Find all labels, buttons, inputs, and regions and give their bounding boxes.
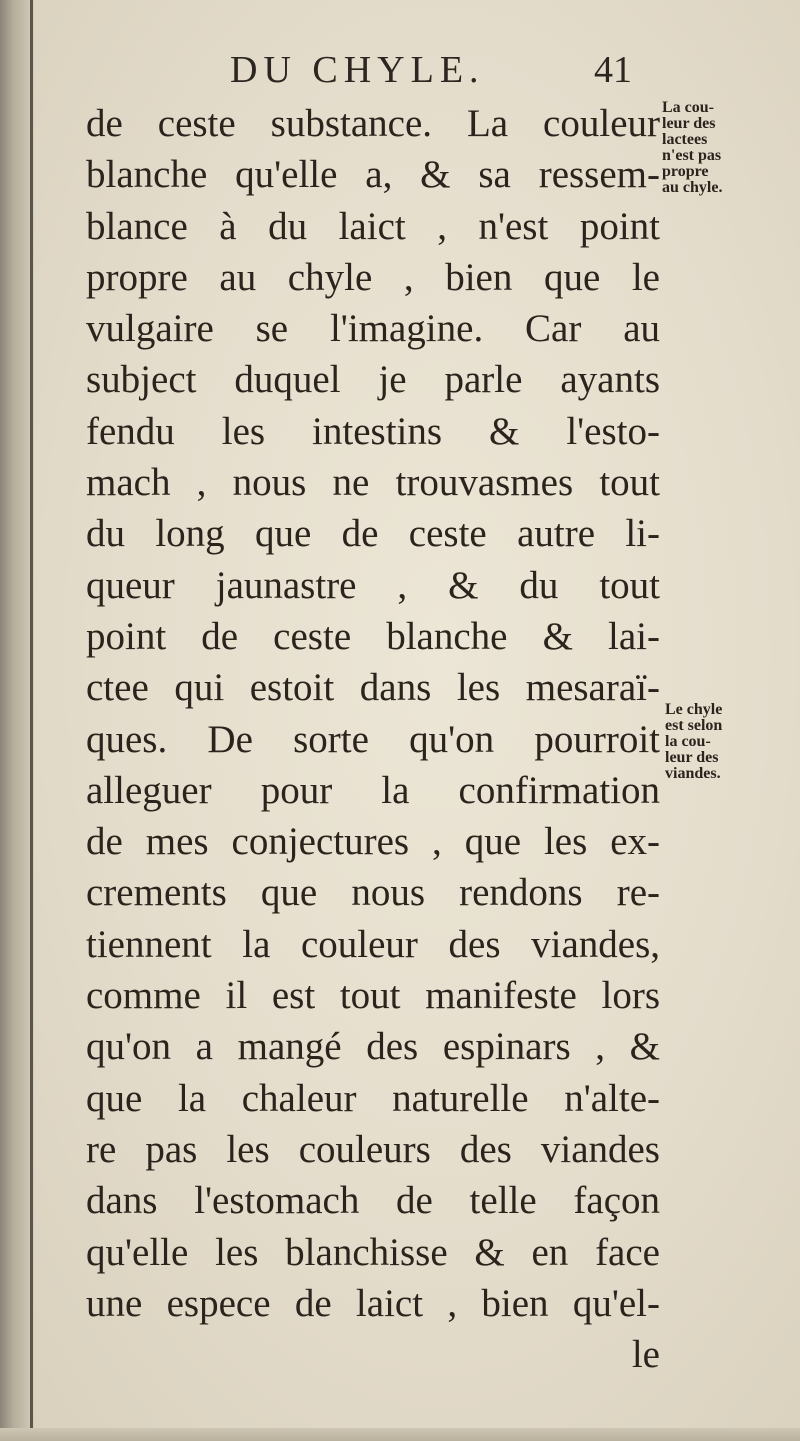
text-line: de mes conjectures , que les ex- [86, 820, 660, 864]
margin-note-line: leur des [665, 749, 719, 766]
text-line: une espece de laict , bien qu'el- [86, 1281, 660, 1325]
text-line: alleguer pour la confirmation [86, 768, 660, 812]
margin-note-line: viandes. [665, 765, 721, 782]
text-line: re pas les couleurs des viandes [86, 1127, 660, 1171]
text-line: que la chaleur naturelle n'alte- [86, 1076, 660, 1120]
margin-note-line: au chyle. [662, 179, 723, 196]
page-header [230, 48, 670, 98]
running-title: DU CHYLE. [230, 49, 485, 91]
body-text [86, 98, 660, 1380]
text-line: dans l'estomach de telle façon [86, 1179, 660, 1223]
text-line: blance à du laict , n'est point [86, 204, 660, 248]
text-line: qu'elle les blanchisse & en face [86, 1230, 660, 1274]
text-line: ques. De sorte qu'on pourroit [86, 717, 660, 761]
margin-note-line: est selon [665, 717, 723, 734]
text-line: blanche qu'elle a, & sa ressem- [86, 153, 660, 197]
margin-note-line: la cou- [665, 733, 711, 750]
page-bottom-edge [0, 1428, 800, 1441]
text-line: de ceste substance. La couleur [86, 102, 660, 145]
text-line: vulgaire se l'imagine. Car au [86, 307, 660, 351]
margin-note-line: n'est pas [662, 147, 722, 164]
binding-edge-line [30, 0, 33, 1441]
text-line: ctee qui estoit dans les mesaraï- [86, 666, 660, 710]
text-line: du long que de ceste autre li- [86, 512, 660, 556]
text-line: fendu les intestins & l'esto- [86, 409, 660, 453]
text-line: crements que nous rendons re- [86, 871, 660, 915]
margin-note [665, 702, 722, 782]
text-line: tiennent la couleur des viandes, [86, 922, 660, 966]
margin-note-line: Le chyle [665, 701, 723, 718]
binding-gutter [0, 0, 34, 1441]
text-line: comme il est tout manifeste lors [86, 974, 660, 1018]
page-number: 41 [594, 49, 632, 91]
margin-note-line: propre [662, 163, 709, 180]
text-line: mach , nous ne trouvasmes tout [86, 461, 660, 505]
text-line: point de ceste blanche & lai- [86, 614, 660, 658]
text-line: subject duquel je parle ayants [86, 358, 660, 402]
catchword: le [631, 1333, 660, 1377]
text-line: qu'on a mangé des espinars , & [86, 1025, 660, 1069]
margin-note [662, 100, 722, 196]
text-line: propre au chyle , bien que le [86, 255, 660, 299]
text-line: queur jaunastre , & du tout [86, 563, 660, 607]
margin-note-line: leur des [662, 115, 716, 132]
margin-note-line: lactees [662, 131, 708, 148]
margin-note-line: La cou- [662, 99, 714, 116]
